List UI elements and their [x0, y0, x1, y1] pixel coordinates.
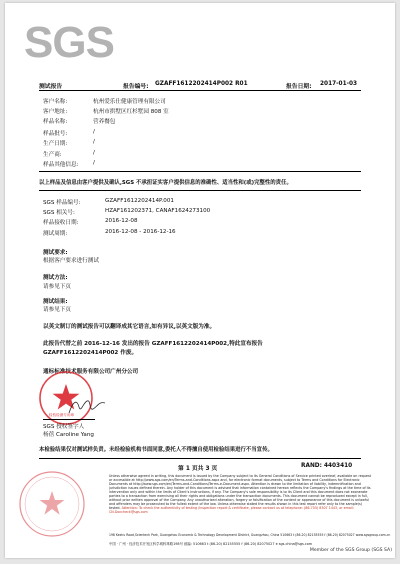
client-rule	[39, 171, 361, 172]
signature-rule	[43, 419, 95, 420]
logo-text: SGS	[24, 18, 114, 67]
rand-code: RAND: 4403410	[301, 463, 353, 469]
test-period-label: 测试周期:	[43, 231, 68, 237]
other-info: /	[93, 160, 95, 166]
test-request-body: 根据客户要求进行测试	[43, 258, 99, 264]
test-method-heading: 测试方法:	[43, 275, 68, 281]
footer-seal	[17, 469, 87, 539]
address-en: 198 Kezhu Road,Scientech Park, Guangzhou Economic & Technology Development District, Guangzhou, China 510663 t (86-20) 82155555 f (86-20) 82075027 www.sgsgroup.com.cn	[109, 533, 391, 537]
client-name: 杭州爱乐仕健康管理有限公司	[93, 99, 166, 105]
footer-address	[109, 533, 391, 546]
sample-name: 营养餐包	[93, 119, 116, 125]
replacement-notice-line1: 此报告代替之前 2016-12-16 发出的报告 GZAFF1612202414P002,特此宣布报告	[43, 341, 263, 347]
production-date-label: 生产日期:	[43, 141, 68, 147]
test-period: 2016-12-08 - 2016-12-16	[105, 229, 176, 235]
closing-rule	[39, 458, 361, 459]
sample-name-label: 样品名称:	[43, 119, 68, 125]
member-line: Member of the SGS Group (SGS SA)	[309, 548, 392, 553]
terms-text: Unless otherwise agreed in writing, this document is issued by the Company subject to its General Conditions of Service printed overleaf, available on request or accessible at http://www.sgs.com/en/Terms-and-Conditions.aspx and, for electronic format documents, subject to Terms and Conditions for Electronic Documents at http://www.sgs.com/en/Terms-and-Conditions/Terms-e-Document.aspx. Attention is drawn to the limitation of liability, indemnification and jurisdiction issues defined therein. Any holder of this document is advised that information contained hereon reflects the Company's findings at the time of its intervention only and within the limits of Client's instructions, if any. The Company's sole responsibility is to its Client and this document does not exonerate parties to a transaction from exercising all their rights and obligations under the transaction documents. This document cannot be reproduced except in full, without prior written approval of the Company. Any unauthorized alteration, forgery or falsification of the content or appearance of this document is unlawful and offenders may be prosecuted to the fullest extent of the law. Unless otherwise stated the results shown in this test report refer only to the sample(s) tested.	[109, 474, 371, 511]
signatory-name: 杨蓓 Caroline Yang	[43, 432, 94, 438]
closing-notice: 本检验结果仅对测试样负责。未经检验机构书面同意,委托人不得擅自使用检验结果进行不当宣传。	[39, 447, 273, 453]
sgs-ref-no-label: SGS 相关号:	[43, 210, 75, 216]
header-rule	[39, 90, 361, 91]
company-name: 通标标准技术服务有限公司广州分公司	[43, 369, 139, 375]
signature	[67, 395, 107, 417]
report-no: GZAFF1612202414P002 R01	[155, 81, 248, 87]
report-date: 2017-01-03	[320, 81, 358, 87]
page-number: 第 1 页共 3 页	[178, 466, 218, 472]
sgs-ref-no: HZAF161202371, CANAF1624273100	[105, 208, 211, 214]
report-title: 测试报告	[39, 84, 63, 90]
report-no-label: 报告编号:	[123, 84, 149, 90]
client-address-label: 客户地址:	[43, 109, 68, 115]
manufacturer: /	[93, 150, 95, 156]
address-cn: 中国 · 广州 · 经济技术开发区科学城科珠路198号 邮编: 510663 t (86-20) 82155555 f (86-20) 82075027 e sgs.china@sgs.com	[109, 542, 313, 546]
replacement-notice-line2: GZAFF1612202414P002 作废。	[43, 350, 138, 356]
received-date: 2016-12-08	[105, 218, 138, 224]
client-address: 杭州市拱墅区红杉墅园 808 室	[93, 109, 169, 115]
language-notice: 以英文制订的测试报告可以翻译成其它语言,如有异议,以英文版为准。	[43, 324, 216, 330]
report-date-label: 报告日期:	[286, 84, 312, 90]
received-date-label: 样品接收日期:	[43, 220, 79, 226]
footer-terms	[109, 474, 371, 514]
seal-text: 检验检测专用章	[49, 413, 75, 417]
production-date: /	[93, 139, 95, 145]
sgs-sample-no-label: SGS 样品编号:	[43, 200, 81, 206]
report-page	[5, 3, 395, 558]
client-name-label: 客户名称:	[43, 99, 68, 105]
other-info-label: 样品其他信息:	[43, 162, 79, 168]
disclaimer-rule	[39, 190, 361, 191]
batch-no-label: 样品批号:	[43, 131, 68, 137]
disclaimer-text: 以上样品及信息由客户提供及确认,SGS 不承担证实客户提供信息的准确性、适当性和(或)完整性的责任。	[39, 180, 292, 186]
authenticity-notice: Attention: To check the authenticity of testing /inspection report & certificate, please contact us at telephone: (86-755) 8307 1443, or email: CN.Doccheck@sgs.com	[109, 506, 354, 515]
batch-no: /	[93, 129, 95, 135]
test-result-heading: 测试结果:	[43, 299, 68, 305]
sgs-sample-no: GZAFF1612202414P.001	[105, 198, 174, 204]
test-request-heading: 测试要求:	[43, 250, 68, 256]
test-method-body: 请参见下页	[43, 284, 71, 290]
test-result-body: 请参见下页	[43, 307, 71, 313]
signatory-role: SGS 授权签字人	[43, 424, 85, 430]
manufacturer-label: 生产商:	[43, 152, 62, 158]
